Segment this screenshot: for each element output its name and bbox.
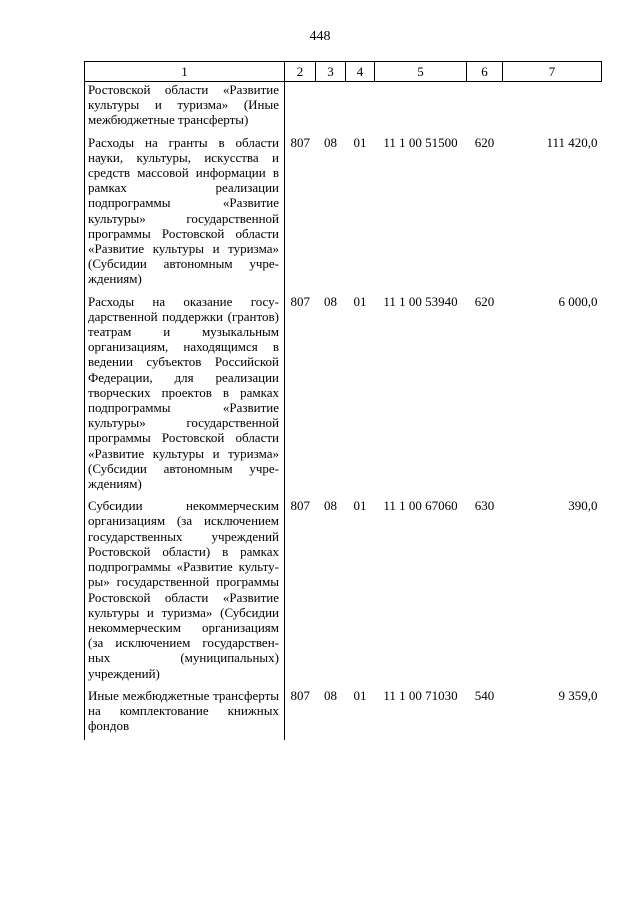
row-expense-type: 620 — [474, 293, 495, 309]
header-col-4: 4 — [346, 62, 375, 82]
row-amount: 390,0 — [568, 498, 598, 514]
header-col-3: 3 — [316, 62, 346, 82]
header-col-5: 5 — [375, 62, 467, 82]
row-section-code: 08 — [324, 134, 337, 150]
table-row — [85, 294, 602, 499]
table-header — [85, 62, 602, 82]
budget-table — [84, 61, 602, 740]
row-expense-type: 630 — [474, 498, 495, 514]
table-row — [85, 135, 602, 294]
row-expense-type: 620 — [474, 134, 495, 150]
row-ministry-code: 807 — [290, 134, 310, 150]
row-target-code: 11 1 00 71030 — [383, 687, 458, 703]
row-ministry-code: 807 — [290, 293, 310, 309]
row-description: Субсидии некоммерческим организациям (за исключением государственных учреждений Ростовской области) в рамках подпрограммы «Развитие культуры» государственной программы Ростовской области «Развитие культуры и туризма» (Субсидии некоммерческим организациям (за исключением государственных (муниципальных) учреждений) — [85, 498, 285, 687]
table-row — [85, 498, 602, 687]
row-target-code — [375, 82, 467, 135]
row-target-code: 11 1 00 51500 — [383, 134, 458, 150]
page-number: 448 — [309, 29, 331, 44]
row-amount — [503, 82, 602, 135]
row-amount: 9 359,0 — [558, 687, 598, 703]
row-expense-type — [467, 82, 503, 135]
row-amount: 111 420,0 — [546, 134, 598, 150]
row-ministry-code — [285, 82, 316, 135]
row-section-code: 08 — [324, 293, 337, 309]
header-row — [85, 62, 602, 82]
row-ministry-code: 807 — [290, 687, 310, 703]
row-section-code — [316, 82, 346, 135]
row-subsection-code: 01 — [353, 498, 367, 514]
row-section-code: 08 — [324, 498, 337, 514]
row-description: Иные межбюджетные трансферты на комплектование книжных фондов — [85, 688, 285, 741]
row-target-code: 11 1 00 67060 — [383, 498, 458, 514]
row-subsection-code: 01 — [353, 687, 367, 703]
row-expense-type: 540 — [474, 687, 495, 703]
header-col-2: 2 — [285, 62, 316, 82]
row-target-code: 11 1 00 53940 — [383, 293, 458, 309]
header-col-1: 1 — [85, 62, 285, 82]
row-ministry-code: 807 — [290, 498, 310, 514]
header-col-7: 7 — [503, 62, 602, 82]
header-col-6: 6 — [467, 62, 503, 82]
row-description: Расходы на оказание государственной поддержки (грантов) театрам и музыкальным организациям, находящимся в ведении субъектов Российской Федерации, для реализации творческих проектов в рамках подпрограммы «Развитие культуры» государственной программы Ростовской области «Развитие культуры и туризма» (Субсидии автономным учреждениям) — [85, 294, 285, 499]
table-row — [85, 82, 602, 135]
row-subsection-code: 01 — [353, 293, 367, 309]
row-section-code: 08 — [324, 687, 337, 703]
row-description: Ростовской области «Развитие культуры и туризма» (Иные межбюджетные трансферты) — [85, 82, 285, 135]
row-amount: 6 000,0 — [558, 293, 598, 309]
table-row — [85, 688, 602, 741]
row-subsection-code: 01 — [353, 134, 367, 150]
row-subsection-code — [346, 82, 375, 135]
row-description: Расходы на гранты в области науки, культуры, искусства и средств массовой информации в рамках реализации подпрограммы «Развитие культуры» государственной программы Ростовской области «Развитие культуры и туризма» (Субсидии автономным учреждениям) — [85, 135, 285, 294]
